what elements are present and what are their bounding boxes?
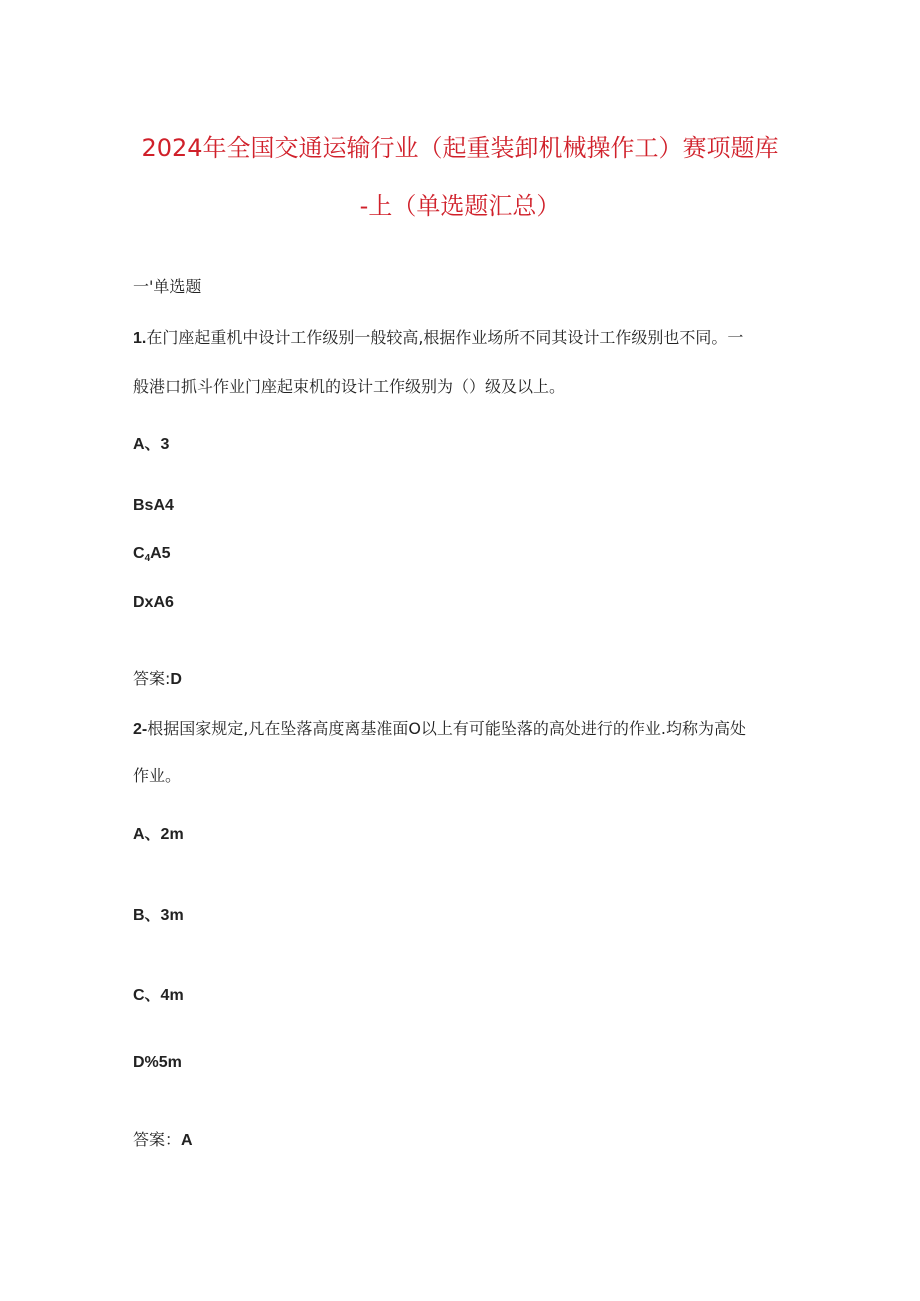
question-1-option-c-value: A5 (150, 545, 171, 562)
document-title-line-2: -上（单选题汇总） (359, 192, 561, 220)
question-2-text-line-1 (133, 716, 746, 739)
question-1-text-line-1 (133, 325, 743, 348)
question-2-option-c: C、4m (133, 987, 184, 1004)
question-1-text-line-2: 般港口抓斗作业门座起束机的设计工作级别为（）级及以上。 (133, 377, 566, 396)
document-title-line-1: 2024年全国交通运输行业（起重装卸机械操作工）赛项题库 (141, 134, 779, 162)
question-1-option-d: DxA6 (133, 594, 174, 611)
question-2-answer-value: A (181, 1132, 193, 1149)
question-1-number: 1. (133, 330, 147, 347)
question-1-option-a: A、3 (133, 436, 170, 453)
question-2-stem: 根据国家规定,凡在坠落高度离基准面O以上有可能坠落的高处进行的作业.均称为高处 (147, 719, 747, 738)
question-2-option-a: A、2m (133, 826, 184, 843)
question-2-option-d: D%5m (133, 1054, 182, 1071)
question-1-answer-value: D (170, 671, 182, 688)
question-2-answer (133, 1127, 193, 1150)
question-1-answer (133, 666, 182, 689)
question-1-option-b: BsA4 (133, 497, 174, 514)
question-1-option-c-subscript: 4 (144, 553, 151, 564)
question-2-option-b: B、3m (133, 907, 184, 924)
question-2-answer-label: 答案： (133, 1130, 182, 1149)
section-heading: 一'单选题 (133, 277, 202, 296)
question-1-answer-label: 答案: (133, 669, 171, 688)
question-1-option-c (133, 545, 171, 564)
question-2-text-line-2: 作业。 (133, 766, 182, 785)
question-2-number: 2- (133, 721, 148, 738)
question-1-stem: 在门座起重机中设计工作级别一般较高,根据作业场所不同其设计工作级别也不同。一 (146, 328, 744, 347)
question-1-option-c-letter: C (133, 545, 145, 562)
